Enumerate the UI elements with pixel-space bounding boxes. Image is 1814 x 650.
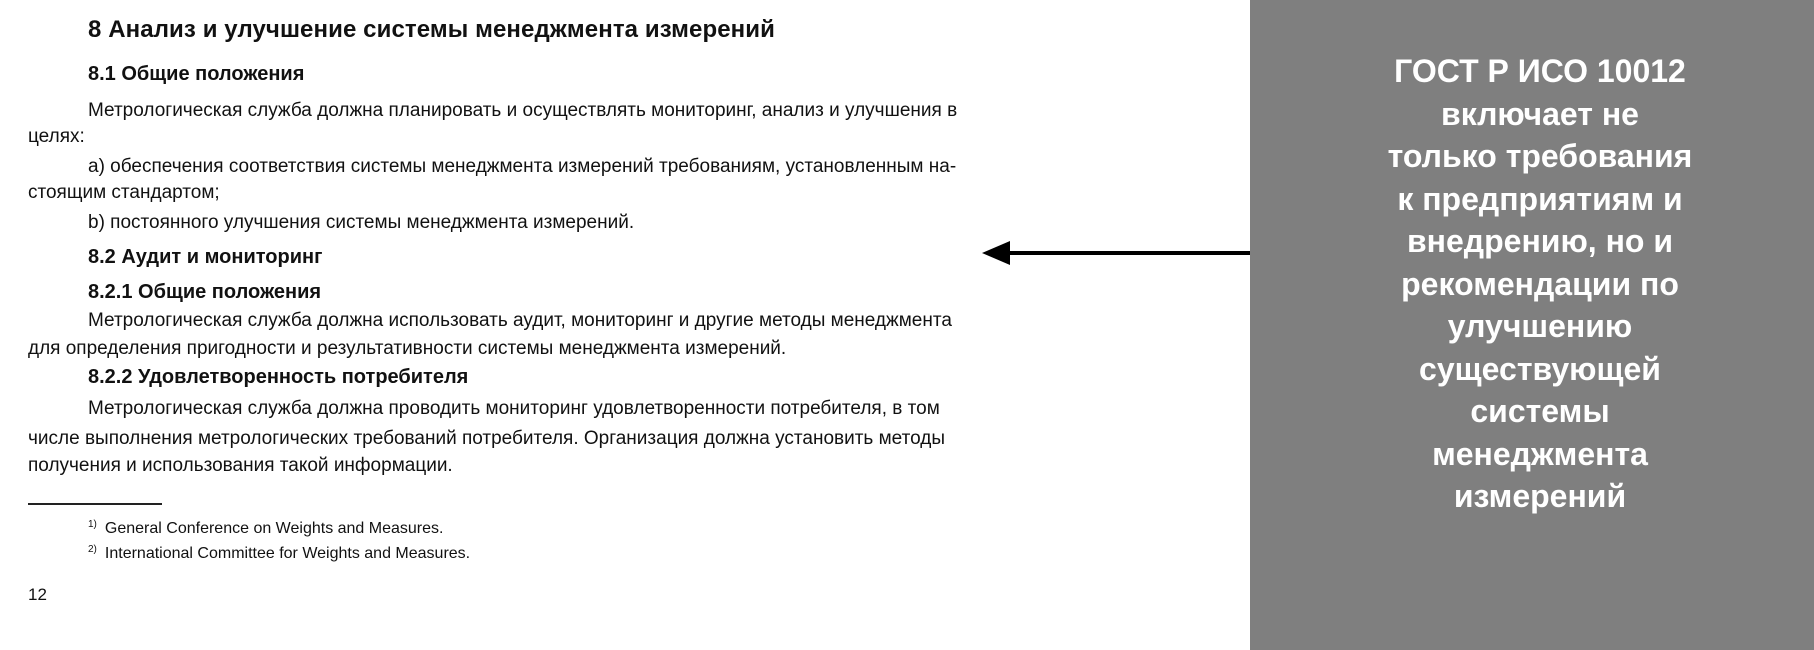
section-heading-8-1: 8.1 Общие положения — [88, 63, 305, 85]
list-item-a-line-1: a) обеспечения соответствия системы менеджмента измерений требованиям, установленным на- — [88, 156, 957, 177]
callout-line: включает не — [1441, 95, 1639, 132]
list-item-b: b) постоянного улучшения системы менеджмента измерений. — [88, 212, 635, 233]
paragraph-8-2-2-line-1: Метрологическая служба должна проводить мониторинг удовлетворенности потребителя, в том — [88, 398, 940, 419]
footnote-text: General Conference on Weights and Measures. — [104, 520, 444, 537]
paragraph-8-2-2-line-3: получения и использования такой информации. — [28, 455, 453, 476]
callout-line: менеджмента — [1432, 435, 1648, 472]
footnote-marker: 2) — [88, 544, 97, 555]
callout-line: измерений — [1453, 478, 1627, 514]
callout-line: к предприятиям и — [1397, 180, 1683, 217]
footnote-separator — [28, 503, 162, 505]
callout-line: улучшению — [1447, 308, 1633, 344]
callout-line: только требования — [1387, 138, 1693, 174]
section-heading-8-2-2: 8.2.2 Удовлетворенность потребителя — [88, 366, 469, 388]
callout-line: внедрению, но и — [1407, 223, 1673, 259]
callout-line: рекомендации по — [1401, 265, 1679, 302]
list-item-a-line-2: стоящим стандартом; — [28, 182, 220, 203]
section-heading-8-2: 8.2 Аудит и мониторинг — [88, 246, 323, 268]
footnote-2 — [88, 540, 470, 564]
paragraph-8-2-2-line-2: числе выполнения метрологических требований потребителя. Организация должна установить методы — [28, 428, 945, 449]
footnote-text: International Committee for Weights and Measures. — [104, 545, 471, 562]
paragraph-8-2-1-line-1: Метрологическая служба должна использовать аудит, мониторинг и другие методы менеджмента — [88, 310, 952, 331]
section-heading-8: 8 Анализ и улучшение системы менеджмента измерений — [88, 16, 775, 43]
page-number: 12 — [28, 585, 47, 604]
callout-line: существующей — [1419, 350, 1661, 387]
callout-line: системы — [1470, 393, 1610, 429]
paragraph-8-1-line-1: Метрологическая служба должна планировать и осуществлять мониторинг, анализ и улучшения в — [88, 100, 958, 121]
paragraph-8-1-line-2: целях: — [28, 126, 85, 147]
callout-text — [1300, 50, 1780, 518]
footnote-1 — [88, 515, 443, 539]
callout-line: ГОСТ Р ИСО 10012 — [1394, 53, 1686, 89]
footnote-marker: 1) — [88, 519, 97, 530]
paragraph-8-2-1-line-2: для определения пригодности и результативности системы менеджмента измерений. — [28, 338, 787, 359]
section-heading-8-2-1: 8.2.1 Общие положения — [88, 281, 322, 303]
